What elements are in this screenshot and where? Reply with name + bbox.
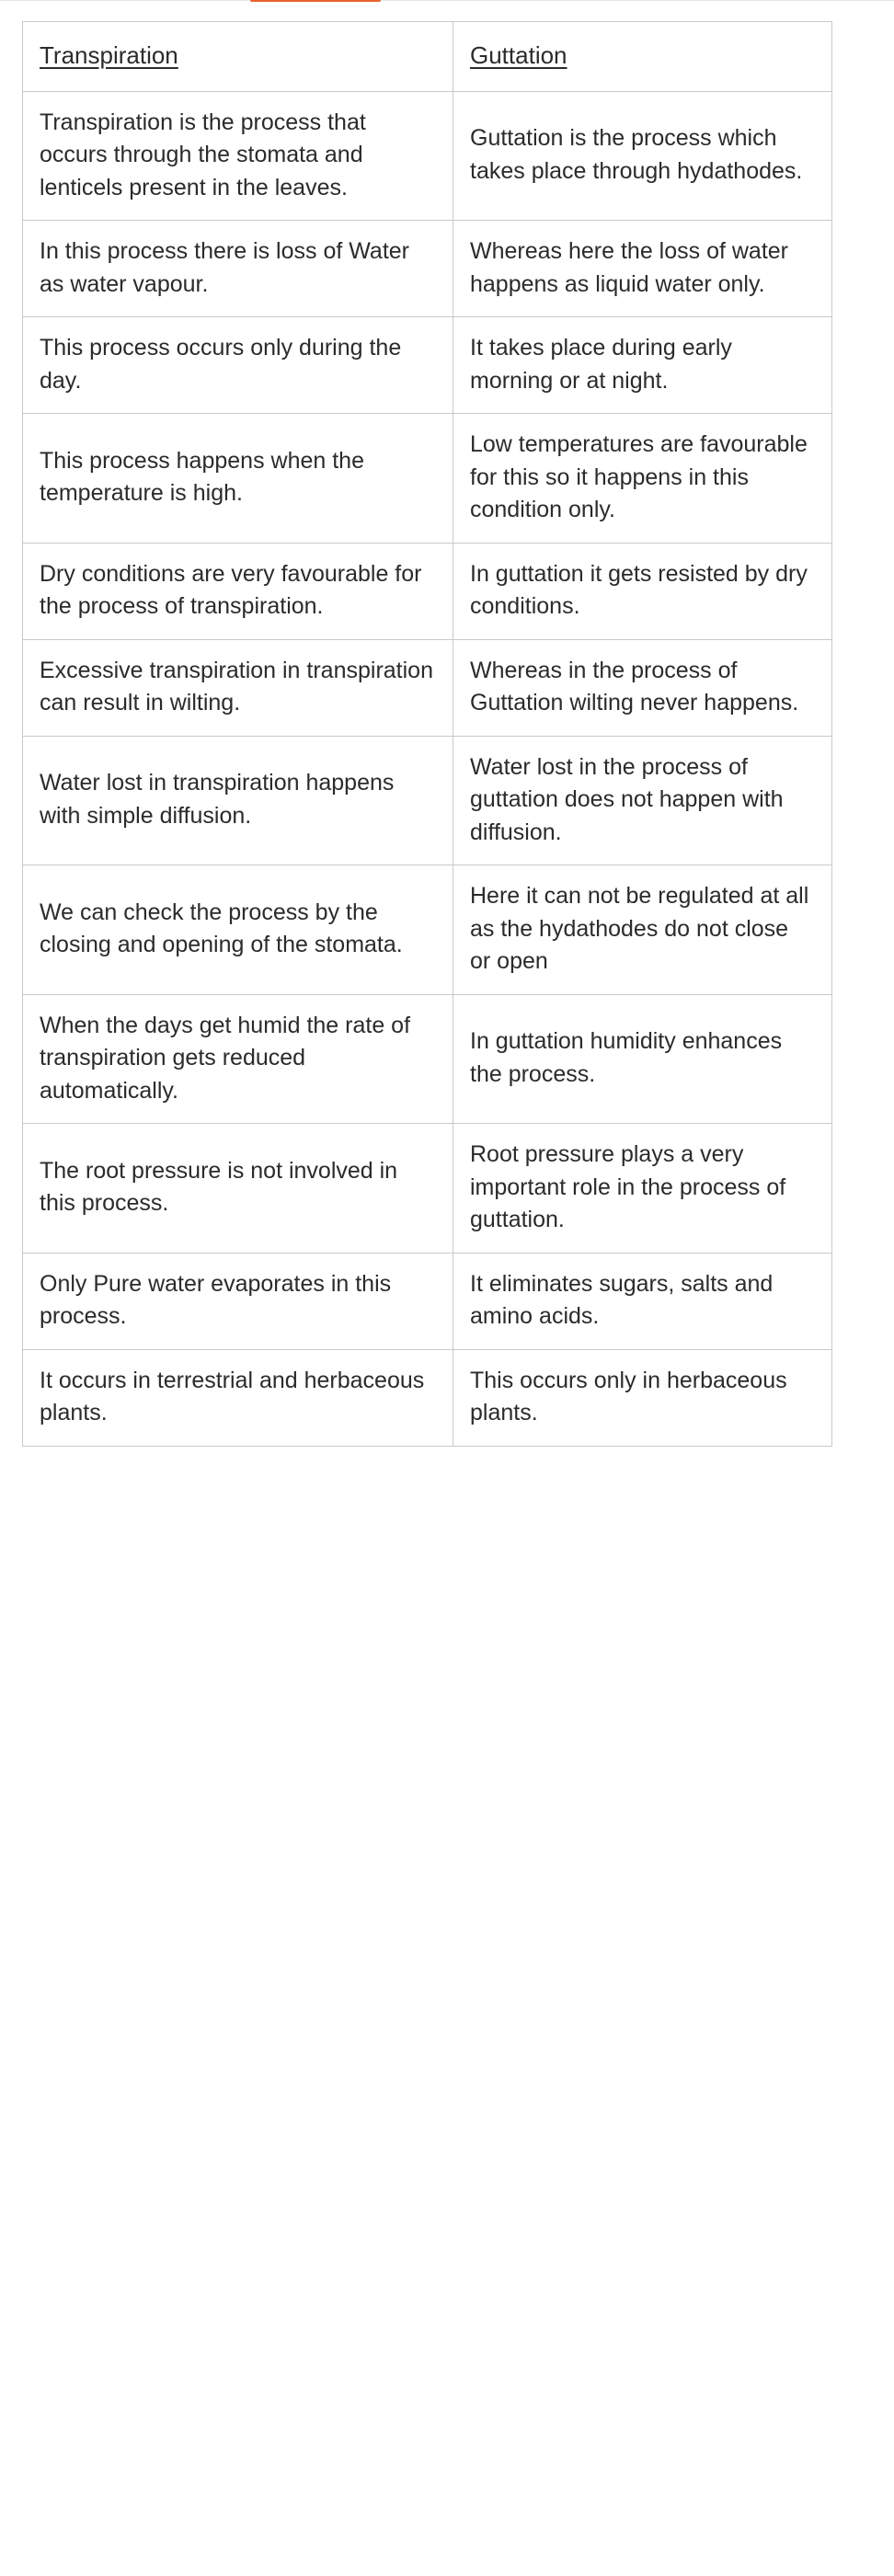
cell-transpiration: In this process there is loss of Water as water vapour. <box>23 221 453 317</box>
table-header-row <box>23 22 832 92</box>
cell-transpiration: The root pressure is not involved in this process. <box>23 1124 453 1254</box>
table-header <box>23 22 832 92</box>
cell-transpiration: Water lost in transpiration happens with simple diffusion. <box>23 736 453 865</box>
cell-transpiration: It occurs in terrestrial and herbaceous plants. <box>23 1349 453 1446</box>
cell-guttation: Water lost in the process of guttation does not happen with diffusion. <box>453 736 832 865</box>
cell-guttation: Low temperatures are favourable for this so it happens in this condition only. <box>453 414 832 544</box>
column-header-transpiration <box>23 22 453 92</box>
cell-transpiration: Dry conditions are very favourable for the process of transpiration. <box>23 543 453 639</box>
cell-transpiration: Only Pure water evaporates in this process. <box>23 1253 453 1349</box>
table-row <box>23 543 832 639</box>
cell-transpiration: We can check the process by the closing and opening of the stomata. <box>23 865 453 995</box>
column-header-guttation-label: Guttation <box>470 41 567 69</box>
cell-guttation: Whereas here the loss of water happens as liquid water only. <box>453 221 832 317</box>
cell-transpiration: Transpiration is the process that occurs through the stomata and lenticels present in the leaves. <box>23 91 453 221</box>
table-row <box>23 1124 832 1254</box>
table-row <box>23 994 832 1124</box>
table-row <box>23 414 832 544</box>
table-row <box>23 1253 832 1349</box>
cell-transpiration: This process occurs only during the day. <box>23 317 453 414</box>
cell-guttation: Root pressure plays a very important role in the process of guttation. <box>453 1124 832 1254</box>
cell-guttation: It eliminates sugars, salts and amino acids. <box>453 1253 832 1349</box>
cell-guttation: Whereas in the process of Guttation wilting never happens. <box>453 639 832 736</box>
top-divider <box>0 0 894 1</box>
table-body <box>23 91 832 1446</box>
cell-guttation: It takes place during early morning or at night. <box>453 317 832 414</box>
comparison-table <box>22 21 832 1447</box>
table-row <box>23 736 832 865</box>
table-row <box>23 639 832 736</box>
table-row <box>23 1349 832 1446</box>
cell-transpiration: When the days get humid the rate of transpiration gets reduced automatically. <box>23 994 453 1124</box>
table-row <box>23 865 832 995</box>
accent-bar <box>250 0 381 2</box>
table-row <box>23 221 832 317</box>
cell-guttation: This occurs only in herbaceous plants. <box>453 1349 832 1446</box>
cell-guttation: Guttation is the process which takes place through hydathodes. <box>453 91 832 221</box>
table-container <box>0 1 894 1469</box>
cell-guttation: In guttation it gets resisted by dry conditions. <box>453 543 832 639</box>
column-header-guttation <box>453 22 832 92</box>
table-row <box>23 91 832 221</box>
table-row <box>23 317 832 414</box>
cell-guttation: Here it can not be regulated at all as the hydathodes do not close or open <box>453 865 832 995</box>
cell-transpiration: Excessive transpiration in transpiration can result in wilting. <box>23 639 453 736</box>
column-header-transpiration-label: Transpiration <box>40 41 178 69</box>
cell-transpiration: This process happens when the temperature is high. <box>23 414 453 544</box>
cell-guttation: In guttation humidity enhances the process. <box>453 994 832 1124</box>
